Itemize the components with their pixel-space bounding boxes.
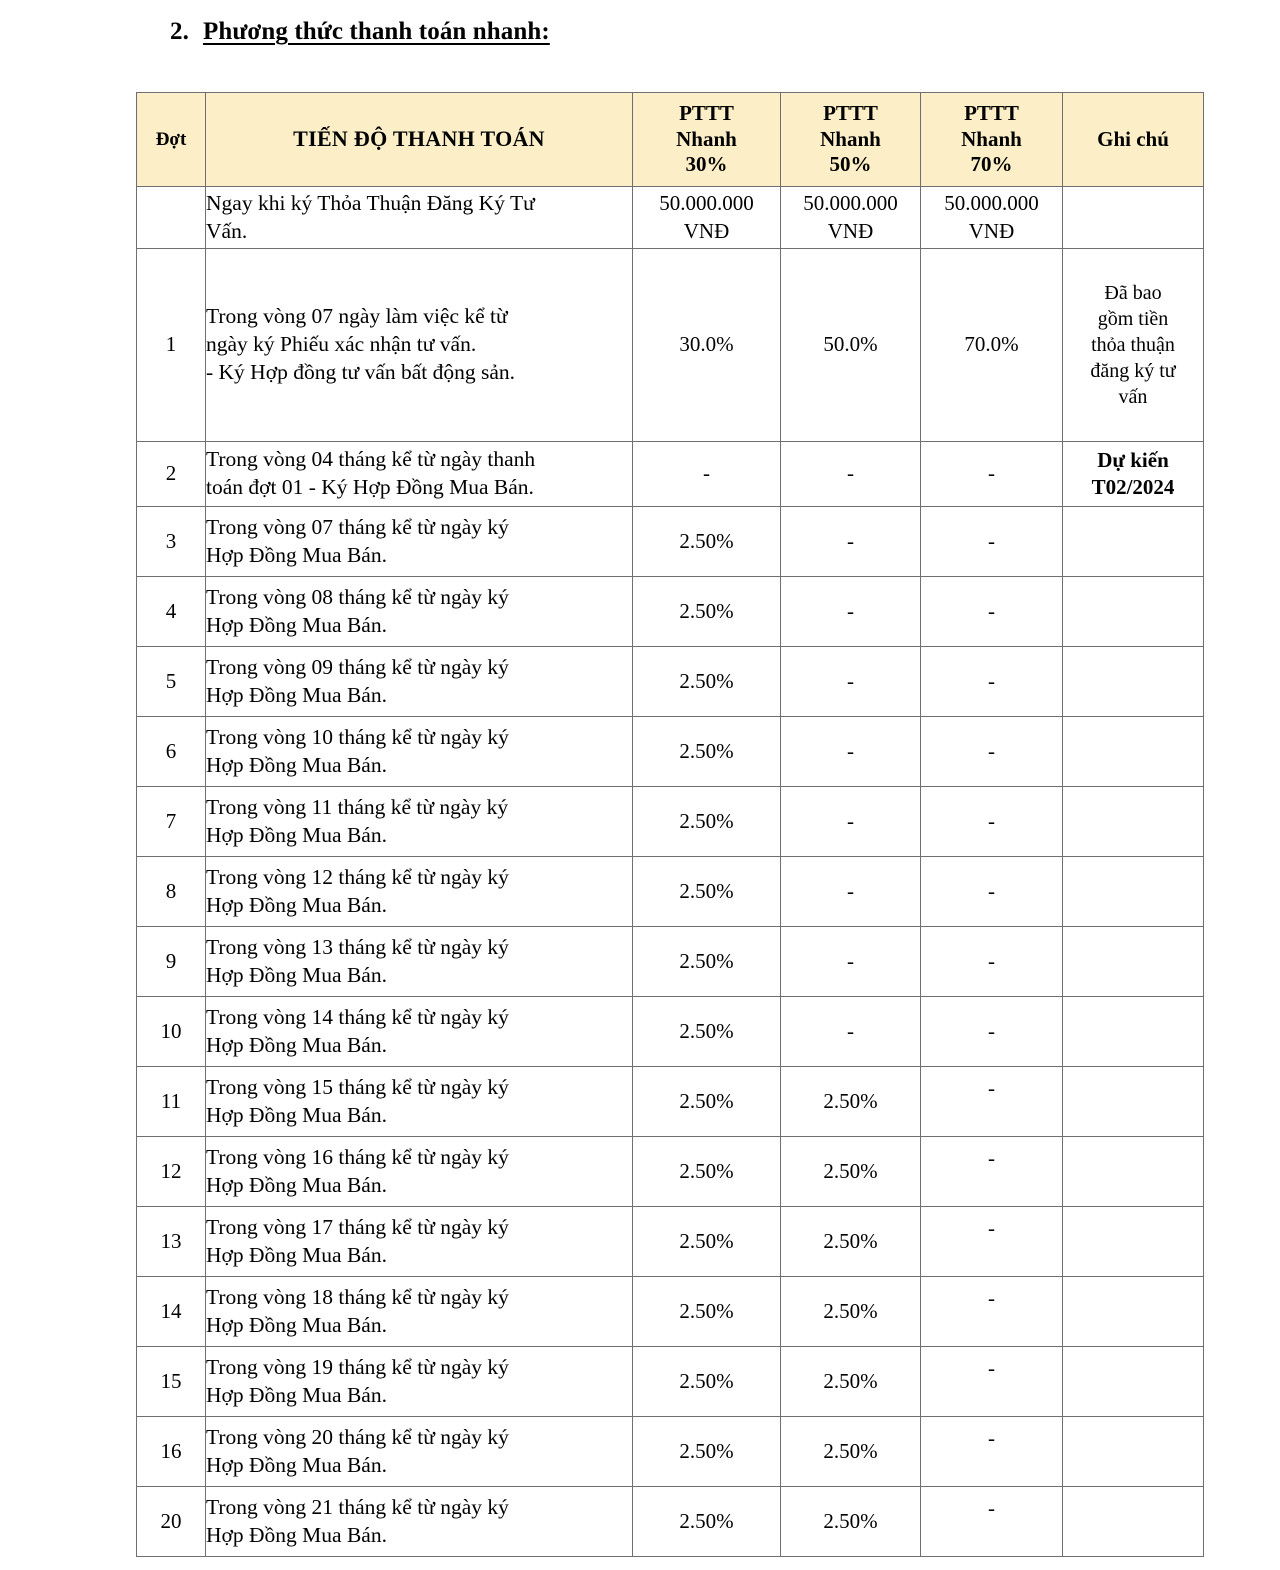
- desc-line: Hợp Đồng Mua Bán.: [206, 1312, 387, 1337]
- column-header-dot: Đợt: [137, 93, 206, 187]
- cell-description: [206, 442, 633, 507]
- cell-description: [206, 1137, 633, 1207]
- cell-dot: 3: [137, 507, 206, 577]
- cell-note: [1063, 787, 1204, 857]
- cell-dot: 6: [137, 717, 206, 787]
- cell-note: [1063, 577, 1204, 647]
- desc-line: Trong vòng 18 tháng kể từ ngày ký: [206, 1284, 509, 1309]
- desc-line: Trong vòng 15 tháng kể từ ngày ký: [206, 1074, 509, 1099]
- cell-note: [1063, 187, 1204, 249]
- cell-note: [1063, 997, 1204, 1067]
- payment-schedule-table-wrapper: [136, 92, 1203, 1557]
- cell-description: [206, 577, 633, 647]
- table-row: [137, 507, 1204, 577]
- note-line: vấn: [1118, 386, 1148, 408]
- cell-note: [1063, 1207, 1204, 1277]
- desc-line: Trong vòng 04 tháng kể từ ngày thanh: [206, 447, 536, 472]
- cell-pttt-50: 2.50%: [781, 1487, 921, 1557]
- value-line: VNĐ: [827, 218, 874, 243]
- table-row: [137, 249, 1204, 442]
- table-body: [137, 187, 1204, 1557]
- cell-dot: 2: [137, 442, 206, 507]
- cell-pttt-50: 2.50%: [781, 1137, 921, 1207]
- desc-line: Hợp Đồng Mua Bán.: [206, 682, 387, 707]
- column-header-pttt-30-line3: 30%: [685, 152, 728, 177]
- column-header-pttt-70-line3: 70%: [970, 152, 1013, 177]
- cell-note: [1063, 249, 1204, 442]
- table-row: [137, 647, 1204, 717]
- cell-pttt-70: -: [921, 1347, 1063, 1417]
- value-line: VNĐ: [683, 218, 730, 243]
- cell-description: [206, 1207, 633, 1277]
- cell-pttt-30: 2.50%: [633, 1067, 781, 1137]
- cell-description: [206, 187, 633, 249]
- desc-line: Trong vòng 20 tháng kể từ ngày ký: [206, 1424, 509, 1449]
- column-header-pttt-70-line1: PTTT: [964, 101, 1019, 126]
- note-line: gồm tiền: [1097, 308, 1169, 330]
- cell-note: [1063, 1137, 1204, 1207]
- cell-pttt-70: -: [921, 577, 1063, 647]
- desc-line: Trong vòng 07 ngày làm việc kể từ: [206, 304, 508, 329]
- cell-dot: 5: [137, 647, 206, 717]
- desc-line: Trong vòng 19 tháng kể từ ngày ký: [206, 1354, 509, 1379]
- cell-pttt-30: 2.50%: [633, 1137, 781, 1207]
- cell-dot: 13: [137, 1207, 206, 1277]
- cell-dot: 11: [137, 1067, 206, 1137]
- cell-dot: 7: [137, 787, 206, 857]
- value-line: 50.000.000: [944, 191, 1039, 216]
- cell-pttt-50: -: [781, 787, 921, 857]
- note-line: thỏa thuận: [1091, 334, 1175, 356]
- table-row: [137, 1417, 1204, 1487]
- column-header-pttt-30-line2: Nhanh: [676, 126, 737, 151]
- value-line: 50.000.000: [659, 191, 754, 216]
- desc-line: Ngay khi ký Thỏa Thuận Đăng Ký Tư: [206, 190, 535, 215]
- cell-description: [206, 717, 633, 787]
- cell-pttt-70: -: [921, 1487, 1063, 1557]
- desc-line: Hợp Đồng Mua Bán.: [206, 1172, 387, 1197]
- payment-schedule-table: [136, 92, 1204, 1557]
- desc-line: Hợp Đồng Mua Bán.: [206, 1452, 387, 1477]
- cell-pttt-70: 70.0%: [921, 249, 1063, 442]
- cell-pttt-50: 2.50%: [781, 1207, 921, 1277]
- cell-description: [206, 1277, 633, 1347]
- table-row: [137, 787, 1204, 857]
- cell-dot: 9: [137, 927, 206, 997]
- cell-pttt-70: -: [921, 507, 1063, 577]
- cell-pttt-70: -: [921, 647, 1063, 717]
- desc-line: Hợp Đồng Mua Bán.: [206, 1102, 387, 1127]
- value-line: VNĐ: [968, 218, 1015, 243]
- cell-pttt-30: 2.50%: [633, 1417, 781, 1487]
- cell-pttt-50: -: [781, 927, 921, 997]
- column-header-pttt-50-line3: 50%: [829, 152, 872, 177]
- section-heading: [170, 18, 550, 46]
- cell-pttt-30: 2.50%: [633, 507, 781, 577]
- table-row: [137, 1067, 1204, 1137]
- cell-pttt-50: -: [781, 442, 921, 507]
- table-header-row: [137, 93, 1204, 187]
- desc-line: Hợp Đồng Mua Bán.: [206, 1242, 387, 1267]
- table-row: [137, 187, 1204, 249]
- cell-pttt-30: 2.50%: [633, 1277, 781, 1347]
- value-line: 50.000.000: [803, 191, 898, 216]
- cell-pttt-70: -: [921, 857, 1063, 927]
- cell-note: [1063, 1347, 1204, 1417]
- table-row: [137, 442, 1204, 507]
- cell-pttt-70: -: [921, 927, 1063, 997]
- cell-description: [206, 927, 633, 997]
- note-line: Dự kiến: [1097, 447, 1169, 472]
- cell-dot: 4: [137, 577, 206, 647]
- cell-pttt-50: 2.50%: [781, 1417, 921, 1487]
- desc-line: Hợp Đồng Mua Bán.: [206, 822, 387, 847]
- desc-line: Hợp Đồng Mua Bán.: [206, 752, 387, 777]
- column-header-description: TIẾN ĐỘ THANH TOÁN: [206, 93, 633, 187]
- cell-note: [1063, 1417, 1204, 1487]
- table-row: [137, 857, 1204, 927]
- cell-dot: 16: [137, 1417, 206, 1487]
- desc-line: Trong vòng 11 tháng kể từ ngày ký: [206, 794, 509, 819]
- cell-description: [206, 857, 633, 927]
- table-row: [137, 1487, 1204, 1557]
- cell-pttt-30: -: [633, 442, 781, 507]
- cell-note: [1063, 1067, 1204, 1137]
- desc-line: Hợp Đồng Mua Bán.: [206, 1522, 387, 1547]
- desc-line: Trong vòng 14 tháng kể từ ngày ký: [206, 1004, 509, 1029]
- cell-pttt-30: 2.50%: [633, 647, 781, 717]
- cell-dot: 20: [137, 1487, 206, 1557]
- desc-line: toán đợt 01 - Ký Hợp Đồng Mua Bán.: [206, 475, 534, 499]
- cell-dot: 10: [137, 997, 206, 1067]
- table-header: [137, 93, 1204, 187]
- cell-note: [1063, 927, 1204, 997]
- section-number: 2.: [170, 18, 189, 45]
- cell-pttt-50: 2.50%: [781, 1277, 921, 1347]
- table-row: [137, 717, 1204, 787]
- desc-line: Trong vòng 12 tháng kể từ ngày ký: [206, 864, 509, 889]
- desc-line: - Ký Hợp đồng tư vấn bất động sản.: [206, 359, 516, 384]
- cell-pttt-30: 2.50%: [633, 1487, 781, 1557]
- cell-description: [206, 1487, 633, 1557]
- cell-description: [206, 787, 633, 857]
- cell-pttt-30: 2.50%: [633, 577, 781, 647]
- desc-line: Vấn.: [206, 218, 248, 243]
- desc-line: Hợp Đồng Mua Bán.: [206, 542, 387, 567]
- column-header-pttt-50-line2: Nhanh: [820, 126, 881, 151]
- cell-description: [206, 1417, 633, 1487]
- table-row: [137, 1207, 1204, 1277]
- cell-pttt-50: -: [781, 857, 921, 927]
- desc-line: Hợp Đồng Mua Bán.: [206, 962, 387, 987]
- cell-pttt-70: -: [921, 1067, 1063, 1137]
- table-row: [137, 997, 1204, 1067]
- cell-pttt-30: 2.50%: [633, 857, 781, 927]
- table-row: [137, 1137, 1204, 1207]
- column-header-pttt-50: [781, 93, 921, 187]
- cell-pttt-30: 2.50%: [633, 1347, 781, 1417]
- cell-pttt-70: -: [921, 442, 1063, 507]
- desc-line: Hợp Đồng Mua Bán.: [206, 1382, 387, 1407]
- desc-line: Trong vòng 21 tháng kể từ ngày ký: [206, 1494, 509, 1519]
- column-header-pttt-30-line1: PTTT: [679, 101, 734, 126]
- cell-pttt-50: 50.0%: [781, 249, 921, 442]
- cell-description: [206, 507, 633, 577]
- cell-pttt-30: 30.0%: [633, 249, 781, 442]
- column-header-note: Ghi chú: [1063, 93, 1204, 187]
- cell-pttt-30: 2.50%: [633, 997, 781, 1067]
- cell-dot: 12: [137, 1137, 206, 1207]
- cell-pttt-30: 2.50%: [633, 927, 781, 997]
- note-line: đăng ký tư: [1090, 360, 1176, 382]
- cell-pttt-70: -: [921, 1207, 1063, 1277]
- table-row: [137, 1277, 1204, 1347]
- cell-pttt-50: -: [781, 717, 921, 787]
- cell-pttt-30: 2.50%: [633, 787, 781, 857]
- cell-note: [1063, 507, 1204, 577]
- cell-description: [206, 647, 633, 717]
- desc-line: Trong vòng 17 tháng kể từ ngày ký: [206, 1214, 509, 1239]
- cell-note: [1063, 717, 1204, 787]
- cell-pttt-70: -: [921, 997, 1063, 1067]
- section-title: Phương thức thanh toán nhanh:: [202, 18, 550, 45]
- table-row: [137, 1347, 1204, 1417]
- cell-pttt-70: -: [921, 1277, 1063, 1347]
- cell-dot: [137, 187, 206, 249]
- desc-line: ngày ký Phiếu xác nhận tư vấn.: [206, 332, 477, 357]
- cell-dot: 1: [137, 249, 206, 442]
- cell-pttt-70: -: [921, 1137, 1063, 1207]
- cell-description: [206, 1347, 633, 1417]
- cell-pttt-30: 2.50%: [633, 717, 781, 787]
- cell-note: [1063, 857, 1204, 927]
- desc-line: Trong vòng 10 tháng kể từ ngày ký: [206, 724, 509, 749]
- cell-dot: 15: [137, 1347, 206, 1417]
- cell-pttt-50: -: [781, 647, 921, 717]
- desc-line: Trong vòng 07 tháng kể từ ngày ký: [206, 514, 509, 539]
- cell-pttt-70: -: [921, 787, 1063, 857]
- cell-pttt-50: 2.50%: [781, 1347, 921, 1417]
- cell-pttt-30: [633, 187, 781, 249]
- desc-line: Trong vòng 08 tháng kể từ ngày ký: [206, 584, 509, 609]
- table-row: [137, 577, 1204, 647]
- note-line: Đã bao: [1104, 282, 1162, 304]
- cell-pttt-50: -: [781, 997, 921, 1067]
- note-line: T02/2024: [1091, 475, 1175, 499]
- desc-line: Hợp Đồng Mua Bán.: [206, 1032, 387, 1057]
- desc-line: Trong vòng 09 tháng kể từ ngày ký: [206, 654, 509, 679]
- desc-line: Trong vòng 16 tháng kể từ ngày ký: [206, 1144, 509, 1169]
- cell-description: [206, 997, 633, 1067]
- cell-pttt-50: -: [781, 507, 921, 577]
- column-header-pttt-50-line1: PTTT: [823, 101, 878, 126]
- cell-pttt-50: -: [781, 577, 921, 647]
- desc-line: Hợp Đồng Mua Bán.: [206, 892, 387, 917]
- cell-pttt-70: -: [921, 717, 1063, 787]
- column-header-pttt-70: [921, 93, 1063, 187]
- cell-pttt-30: 2.50%: [633, 1207, 781, 1277]
- desc-line: Hợp Đồng Mua Bán.: [206, 612, 387, 637]
- cell-pttt-70: -: [921, 1417, 1063, 1487]
- column-header-pttt-30: [633, 93, 781, 187]
- cell-description: [206, 1067, 633, 1137]
- cell-note: [1063, 442, 1204, 507]
- cell-dot: 8: [137, 857, 206, 927]
- cell-dot: 14: [137, 1277, 206, 1347]
- cell-pttt-50: [781, 187, 921, 249]
- cell-note: [1063, 1277, 1204, 1347]
- column-header-pttt-70-line2: Nhanh: [961, 126, 1022, 151]
- cell-description: [206, 249, 633, 442]
- cell-note: [1063, 1487, 1204, 1557]
- desc-line: Trong vòng 13 tháng kể từ ngày ký: [206, 934, 509, 959]
- table-row: [137, 927, 1204, 997]
- cell-pttt-70: [921, 187, 1063, 249]
- cell-note: [1063, 647, 1204, 717]
- cell-pttt-50: 2.50%: [781, 1067, 921, 1137]
